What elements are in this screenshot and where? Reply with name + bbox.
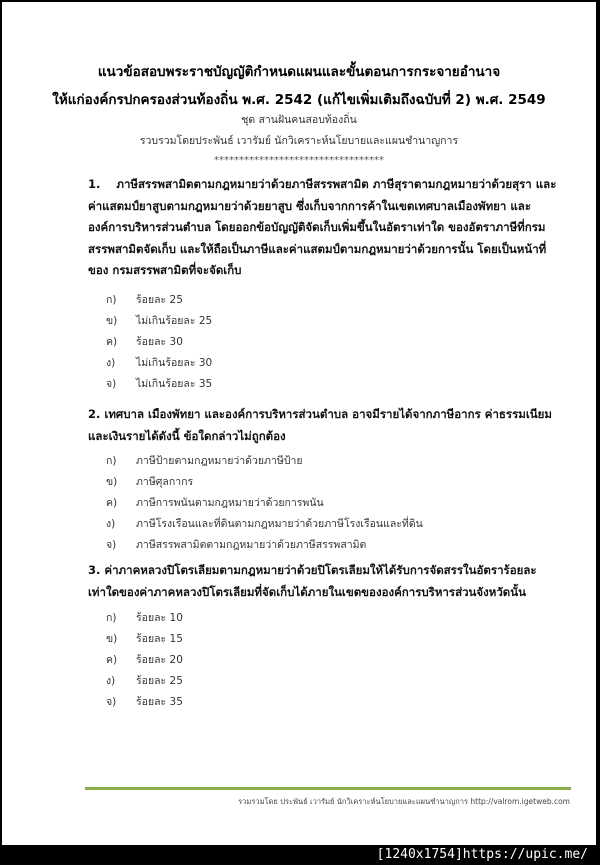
option <box>106 631 183 647</box>
option-text: ร้อยละ 30 <box>136 336 183 348</box>
option-text: ร้อยละ 25 <box>136 675 183 687</box>
option-text: ภาษีการพนันตามกฎหมายว่าด้วยการพนัน <box>136 497 324 509</box>
option <box>106 334 183 350</box>
option-letter: ค) <box>106 654 118 666</box>
option-text: ภาษีป้ายตามกฎหมายว่าด้วยภาษีป้าย <box>136 455 303 467</box>
option <box>106 495 324 511</box>
option <box>106 355 212 371</box>
question-text: ภาษีสรรพสามิตตามกฎหมายว่าด้วยภาษีสรรพสามิต ภาษีสุราตามกฎหมายว่าด้วยสุรา และค่าแสตมป์ยาสูบตามกฎหมายว่าด้วยยาสูบ ซึ่งเก็บจากการค้าในเขตเทศบาลเมืองพัทยา และองค์การบริหารส่วนตำบล โดยออกข้อบัญญัติจัดเก็บเพิ่มขึ้นในอัตราเท่าใด ของอัตราภาษีที่กรมสรรพสามิตจัดเก็บ และให้ถือเป็นภาษีและค่าแสตมป์ตามกฎหมายว่าด้วยการนั้น โดยเป็นหน้าที่ของ กรมสรรพสามิตที่จะจัดเก็บ <box>88 177 557 277</box>
option-text: ภาษีโรงเรือนและที่ดินตามกฎหมายว่าด้วยภาษีโรงเรือนและที่ดิน <box>136 518 423 530</box>
option-letter: ง) <box>106 518 116 530</box>
option <box>106 453 303 469</box>
separator-stars: ********************************** <box>214 155 384 166</box>
option-letter: ง) <box>106 675 116 687</box>
option-text: ภาษีศุลกากร <box>136 476 194 488</box>
option <box>106 537 366 553</box>
question-3 <box>88 560 558 603</box>
option-letter: ข) <box>106 633 118 645</box>
option-text: ร้อยละ 15 <box>136 633 183 645</box>
option <box>106 516 423 532</box>
question-text: เทศบาล เมืองพัทยา และองค์การบริหารส่วนตำบล อาจมีรายได้จากภาษีอากร ค่าธรรมเนียมและเงินรายได้ดังนี้ ข้อใดกล่าวไม่ถูกต้อง <box>88 407 552 443</box>
option <box>106 652 183 668</box>
option-letter: ก) <box>106 612 117 624</box>
option-text: ไม่เกินร้อยละ 35 <box>136 378 213 390</box>
option-letter: ก) <box>106 455 117 467</box>
option-letter: จ) <box>106 539 117 551</box>
option-text: ไม่เกินร้อยละ 25 <box>136 315 213 327</box>
option <box>106 673 183 689</box>
footer-rule <box>85 787 571 790</box>
document-title-line2: ให้แก่องค์กรปกครองส่วนท้องถิ่น พ.ศ. 2542 (แก้ไขเพิ่มเติมถึงฉบับที่ 2) พ.ศ. 2549 <box>52 92 546 108</box>
option-letter: ค) <box>106 497 118 509</box>
option <box>106 610 183 626</box>
question-2 <box>88 404 558 447</box>
question-number: 2. <box>88 407 101 421</box>
question-1 <box>88 174 558 282</box>
option-text: ภาษีสรรพสามิตตามกฎหมายว่าด้วยภาษีสรรพสามิต <box>136 539 367 551</box>
option-letter: ข) <box>106 315 118 327</box>
option-letter: ข) <box>106 476 118 488</box>
option-letter: ก) <box>106 294 117 306</box>
option-letter: ค) <box>106 336 118 348</box>
question-number: 1. <box>88 177 101 191</box>
option-text: ร้อยละ 20 <box>136 654 183 666</box>
option-text: ร้อยละ 10 <box>136 612 183 624</box>
document-page <box>2 2 596 845</box>
option-text: ร้อยละ 25 <box>136 294 183 306</box>
option-letter: ง) <box>106 357 116 369</box>
compiler-credit: รวบรวมโดยประพันธ์ เวารัมย์ นักวิเคราะห์นโยบายและแผนชำนาญการ <box>139 135 459 147</box>
option <box>106 292 183 308</box>
series-name: ชุด สานฝันคนสอบท้องถิ่น <box>241 114 357 126</box>
option-letter: จ) <box>106 378 117 390</box>
question-number: 3. <box>88 563 101 577</box>
option-text: ไม่เกินร้อยละ 30 <box>136 357 213 369</box>
option <box>106 313 212 329</box>
document-title-line1: แนวข้อสอบพระราชบัญญัติกำหนดแผนและขั้นตอนการกระจายอำนาจ <box>97 64 501 80</box>
image-watermark: [1240x1754]https://upic.me/ <box>376 847 588 862</box>
option-letter: จ) <box>106 696 117 708</box>
question-text: ค่าภาคหลวงปิโตรเลียมตามกฎหมายว่าด้วยปิโตรเลียมให้ได้รับการจัดสรรในอัตราร้อยละเท่าใดของค่าภาคหลวงปิโตรเลียมที่จัดเก็บได้ภายในเขตขององค์การบริหารส่วนจังหวัดนั้น <box>88 563 537 599</box>
option <box>106 694 183 710</box>
footer-credit: รวมรวมโดย ประพันธ์ เวารัมย์ นักวิเคราะห์นโยบายและแผนชำนาญการ http://valrom.igetweb.com <box>238 797 570 806</box>
option <box>106 474 193 490</box>
option-text: ร้อยละ 35 <box>136 696 183 708</box>
option <box>106 376 212 392</box>
